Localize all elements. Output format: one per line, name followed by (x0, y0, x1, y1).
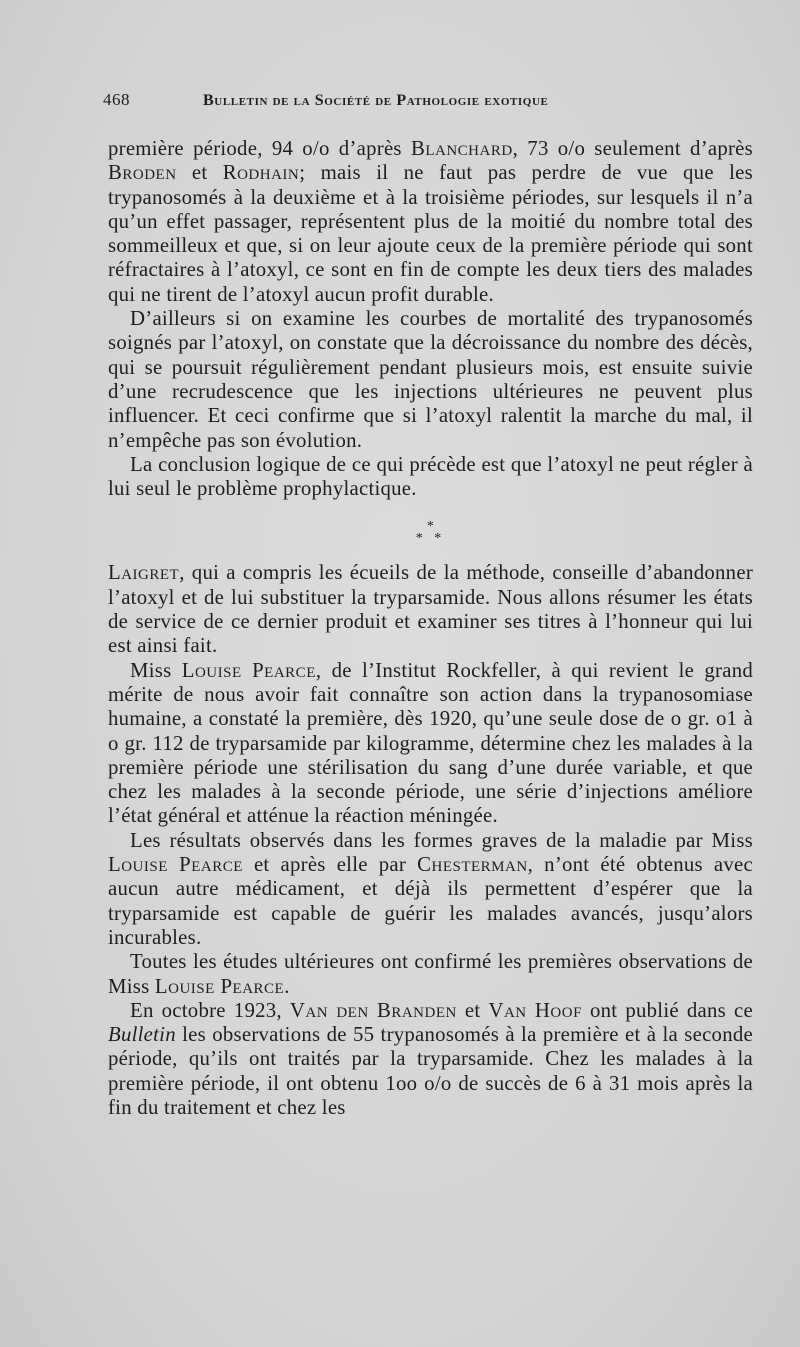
section-asterism (108, 501, 753, 561)
author-name: Louise Pearce (108, 853, 243, 877)
asterism-bottom: * * (415, 531, 446, 547)
author-name: Laigret (108, 561, 180, 585)
paragraph: Toutes les études ultérieures ont confirmé les premières observations de Miss Louise Pearce. (108, 950, 753, 998)
journal-title: Bulletin (108, 1023, 176, 1047)
author-name: Blanchard (410, 137, 513, 160)
author-name: Broden (108, 161, 177, 185)
paragraph: Miss Louise Pearce, de l’Institut Rockfeller, à qui revient le grand mérite de nous avoir fait connaître son action dans la trypanosomiase humaine, a constaté la première, dès 1920, qu’une seule dose de o gr. o1 à o gr. 112 de tryparsamide par kilogramme, détermine chez les malades à la première période une stérilisation du sang d’une durée variable, et que chez les malades à la seconde période, une série d’injections améliore l’état général et atténue la réaction méningée. (108, 658, 754, 828)
body-text (108, 137, 753, 1120)
author-name: Louise Pearce (181, 658, 316, 682)
page-number: 468 (103, 90, 130, 109)
author-name: Louise Pearce (154, 974, 285, 998)
paragraph: En octobre 1923, Van den Branden et Van Hoof ont publié dans ce Bulletin les observations de 55 trypanosomés à la première et à la seconde période, qu’ils ont traités par la tryparsamide. Chez les malades à la première période, il ont obtenu 1oo o/o de succès de 6 à 31 mois après la fin du traitement et chez les (108, 998, 753, 1119)
author-name: Van den Branden (289, 998, 457, 1022)
author-name: Van Hoof (488, 998, 582, 1022)
paragraph: Les résultats observés dans les formes graves de la maladie par Miss Louise Pearce et après elle par Chesterman, n’ont été obtenus avec aucun autre médicament, et déjà ils permettent d’espérer que la tryparsamide est capable de guérir les malades avancés, jusqu’alors incurables. (108, 828, 753, 949)
paragraph: première période, 94 o/o d’après Blanchard, 73 o/o seulement d’après Broden et Rodhain; mais il ne faut pas perdre de vue que les trypanosomés à la deuxième et à la troisième périodes, sur lesquels il n’a qu’un effet passager, représentent plus de la moitié du nombre total des sommeilleux et que, si on leur ajoute ceux de la première période qui sont réfractaires à l’atoxyl, ce sont en fin de compte les deux tiers des malades qui ne tirent de l’atoxyl aucun profit durable. (108, 137, 753, 306)
paragraph: D’ailleurs si on examine les courbes de mortalité des trypanosomés soignés par l’atoxyl, on constate que la décroissance du nombre des décès, qui se poursuit régulièrement pendant plusieurs mois, est ensuite suivie d’une recrudescence que les injections ultérieures ne peuvent plus influencer. Et ceci confirme que si l’atoxyl ralentit la marche du mal, il n’empêche pas son évolution. (108, 307, 753, 452)
running-title: Bulletin de la Société de Pathologie exotique (203, 92, 549, 109)
paragraph: La conclusion logique de ce qui précède est que l’atoxyl ne peut régler à lui seul le problème prophylactique. (108, 452, 753, 501)
author-name: Chesterman (417, 853, 528, 877)
paragraph: Laigret, qui a compris les écueils de la méthode, conseille d’abandonner l’atoxyl et de lui substituer la tryparsamide. Nous allons résumer les états de service de ce dernier produit et examiner ses titres à l’honneur qui lui est ainsi fait. (108, 561, 753, 658)
asterism-top: * (426, 519, 435, 535)
page-header (103, 90, 703, 116)
author-name: Rodhain (222, 161, 300, 185)
